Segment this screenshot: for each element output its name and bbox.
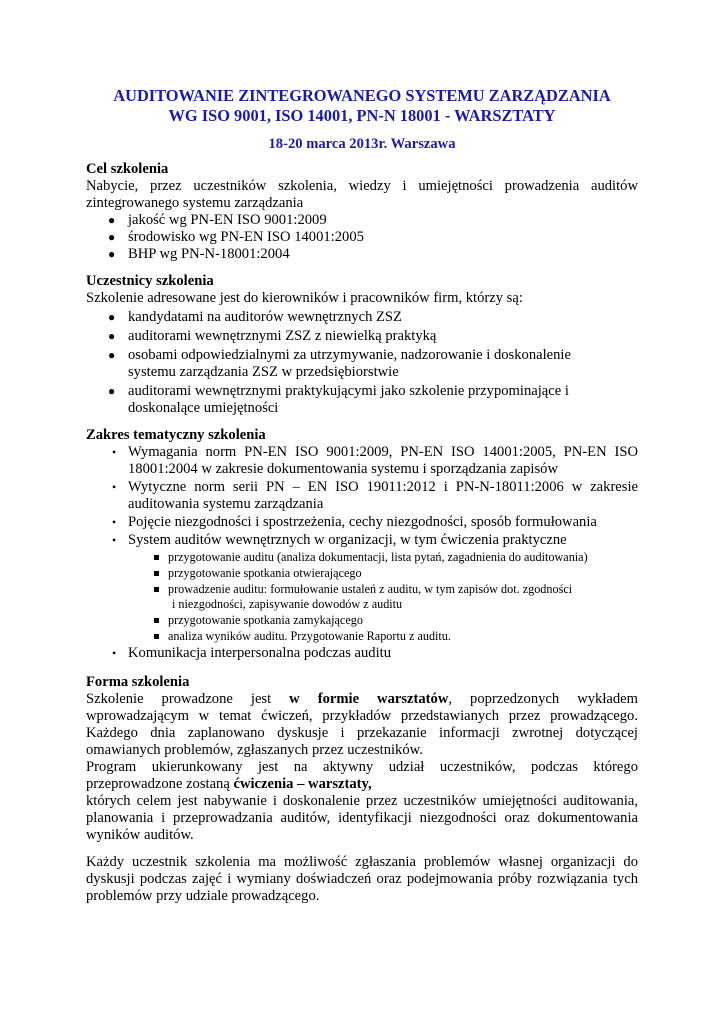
square-bullet-icon [154,634,159,639]
forma-paragraph-1: Szkolenie prowadzone jest w formie warsztatów, poprzedzonych wykładem wprowadzającym w temat ćwiczeń, przykładów przedstawianych przez prowadzącego. Każdego dnia zaplanowano dyskusje i przekazanie informacji zwrotnej dotyczącej omawianych problemów, zgłaszanych przez uczestników. [86,691,638,758]
uczestnicy-list [86,309,638,417]
bullet-icon: ● [108,247,116,261]
sub-list-item: przygotowanie auditu (analiza dokumentacji, lista pytań, zagadnienia do auditowania) [86,550,638,565]
square-bullet-icon [154,618,159,623]
list-item: • Wytyczne norm serii PN – EN ISO 19011:2012 i PN-N-18011:2006 w zakresie auditowania systemu zarządzania [112,479,638,512]
uczestnicy-text: Szkolenie adresowane jest do kierowników i pracowników firm, którzy są: [86,290,523,306]
square-bullet-icon [154,587,159,592]
bullet-icon: ● [108,310,116,324]
section-forma [86,674,638,905]
bullet-icon: ● [108,230,116,244]
bullet-icon: ● [108,348,116,362]
list-item: ● osobami odpowiedzialnymi za utrzymywanie, nadzorowanie i doskonalenie systemu zarządzania ZSZ w przedsiębiorstwie [108,347,571,380]
section-uczestnicy [86,273,638,417]
forma-paragraph-4: Każdy uczestnik szkolenia ma możliwość zgłaszania problemów własnej organizacji do dyskusji podczas zajęć i wymiany doświadczeń oraz podejmowania próby rozwiązania tych problemów przy udziale prowadzącego. [86,854,638,904]
title-line-2: WG ISO 9001, ISO 14001, PN-N 18001 - WARSZTATY [168,106,556,125]
zakres-sub-list [86,550,638,644]
bullet-icon: ● [108,384,116,398]
bullet-icon: • [112,445,117,459]
list-item: • Komunikacja interpersonalna podczas auditu [112,645,392,661]
sub-list-item: przygotowanie spotkania otwierającego [86,566,638,581]
bullet-icon: ● [108,329,116,343]
list-item: • Pojęcie niezgodności i spostrzeżenia, cechy niezgodności, sposób formułowania [112,514,597,530]
cel-list [86,212,638,263]
list-item: ● kandydatami na auditorów wewnętrznych ZSZ [108,309,402,325]
date-place: 18-20 marca 2013r. Warszawa [268,136,456,152]
square-bullet-icon [154,571,159,576]
sub-list-item: analiza wyników auditu. Przygotowanie Raportu z auditu. [86,629,638,644]
forma-paragraph-3: których celem jest nabywanie i doskonalenie przez uczestników umiejętności auditowania, planowania i przeprowadzania auditów, identyfikacji niezgodności oraz dokumentowania wyników auditów. [86,793,638,843]
zakres-heading: Zakres tematyczny szkolenia [86,427,266,443]
list-item: ● auditorami wewnętrznymi praktykującymi jako szkolenie przypominające i doskonalące umiejętności [108,383,569,416]
sub-list-item: przygotowanie spotkania zamykającego [86,613,638,628]
bullet-icon: • [112,533,117,547]
forma-paragraph-2: Program ukierunkowany jest na aktywny udział uczestników, podczas którego przeprowadzone zostaną ćwiczenia – warsztaty, [86,759,638,792]
list-item: ● środowisko wg PN-EN ISO 14001:2005 [108,229,364,245]
list-item: • System auditów wewnętrznych w organizacji, w tym ćwiczenia praktyczne [112,532,567,548]
zakres-list-end [86,645,638,662]
square-bullet-icon [154,555,159,560]
zakres-list [86,444,638,549]
cel-text: Nabycie, przez uczestników szkolenia, wiedzy i umiejętności prowadzenia auditów zintegrowanego systemu zarządzania [86,178,638,211]
list-item: ● BHP wg PN-N-18001:2004 [108,246,290,262]
list-item: ● auditorami wewnętrznymi ZSZ z niewielką praktyką [108,328,437,344]
cel-heading: Cel szkolenia [86,161,169,177]
title-line-1: AUDITOWANIE ZINTEGROWANEGO SYSTEMU ZARZĄDZANIA [113,86,611,105]
bullet-icon: • [112,515,117,529]
section-zakres [86,427,638,662]
section-cel [86,161,638,263]
list-item: • Wymagania norm PN-EN ISO 9001:2009, PN-EN ISO 14001:2005, PN-EN ISO 18001:2004 w zakresie dokumentowania systemu i sporządzania zapisów [112,444,638,477]
uczestnicy-heading: Uczestnicy szkolenia [86,273,214,289]
list-item: ● jakość wg PN-EN ISO 9001:2009 [108,212,327,228]
document-title [86,86,638,126]
bullet-icon: • [112,480,117,494]
bullet-icon: ● [108,213,116,227]
forma-heading: Forma szkolenia [86,674,190,690]
bullet-icon: • [112,646,117,660]
sub-list-item: prowadzenie auditu: formułowanie ustaleń z auditu, w tym zapisów dot. zgodności i niezgodności, zapisywanie dowodów z auditu [86,582,638,612]
